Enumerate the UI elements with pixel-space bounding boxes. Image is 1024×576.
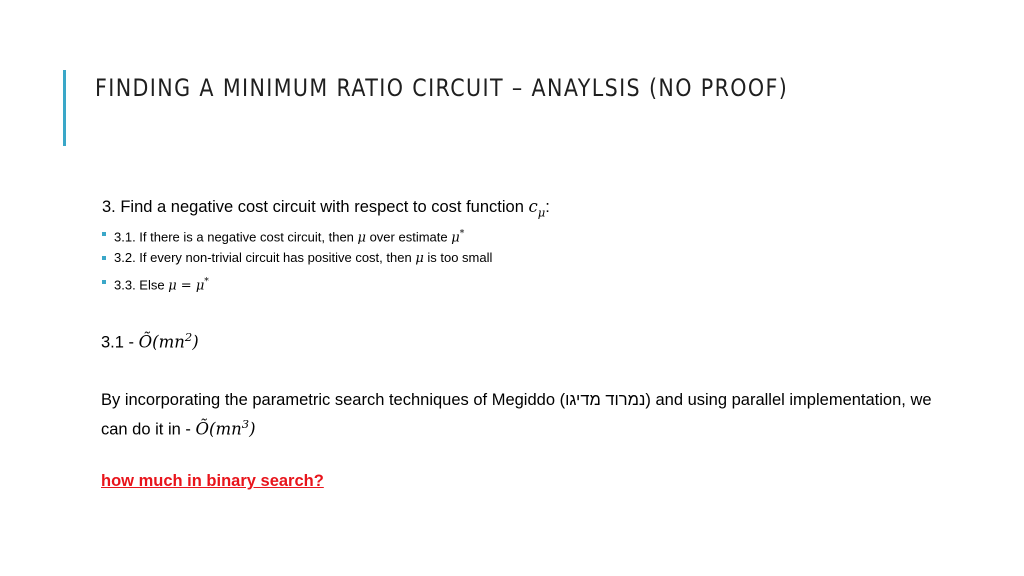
bullet-item (100, 274, 492, 298)
paren-close: ) (192, 332, 199, 352)
star-superscript: * (204, 277, 209, 287)
bullet-item (100, 250, 492, 274)
paren-open: ( (209, 419, 216, 439)
big-o-tilde: Õ (195, 419, 209, 439)
big-o-tilde: Õ (138, 332, 153, 352)
cost-function-symbol: c (528, 197, 538, 216)
bullet-marker-icon (102, 280, 106, 284)
bullet-marker-icon (102, 256, 106, 260)
slide-title: FINDING A MINIMUM RATIO CIRCUIT – ANAYLSIS (NO PROOF) (95, 74, 789, 102)
bullet-text: 3.3. Else (114, 277, 169, 293)
accent-bar (63, 70, 66, 146)
bullet-text: over estimate (365, 229, 452, 245)
equals-sign: = (176, 278, 196, 294)
binary-search-link[interactable]: how much in binary search? (101, 472, 324, 490)
bullet-text: 3.2. If every non-trivial circuit has positive cost, then (114, 250, 416, 265)
complexity-step-3-1 (101, 330, 199, 353)
bullet-item (100, 226, 492, 250)
megiddo-paragraph (101, 388, 941, 442)
bullet-text: is too small (423, 250, 493, 265)
exponent: 2 (184, 330, 193, 344)
paren-close: ) (249, 419, 256, 439)
step-heading (102, 197, 550, 219)
bullet-list (100, 226, 492, 298)
mu-symbol: μ (357, 230, 366, 246)
paren-open: ( (152, 332, 159, 352)
paragraph-text: By incorporating the parametric search techniques of Megiddo (נמרוד מדיגו) and using parallel implementation, we can do it in - (101, 391, 932, 439)
bullet-text: 3.1. If there is a negative cost circuit, then (114, 229, 358, 245)
mn-variable: mn (158, 332, 185, 352)
step-heading-text: 3. Find a negative cost circuit with respect to cost function (102, 198, 529, 216)
exponent: 3 (241, 417, 250, 431)
mu-symbol: μ (168, 278, 177, 294)
step-heading-suffix: : (545, 198, 550, 216)
mn-variable: mn (215, 419, 242, 439)
mu-symbol: μ (195, 278, 205, 294)
bullet-marker-icon (102, 232, 106, 236)
mu-symbol: μ (415, 251, 424, 266)
star-superscript: * (459, 229, 465, 239)
complexity-prefix: 3.1 - (101, 333, 139, 352)
mu-symbol: μ (451, 230, 460, 246)
cost-function-subscript: μ (537, 205, 546, 220)
